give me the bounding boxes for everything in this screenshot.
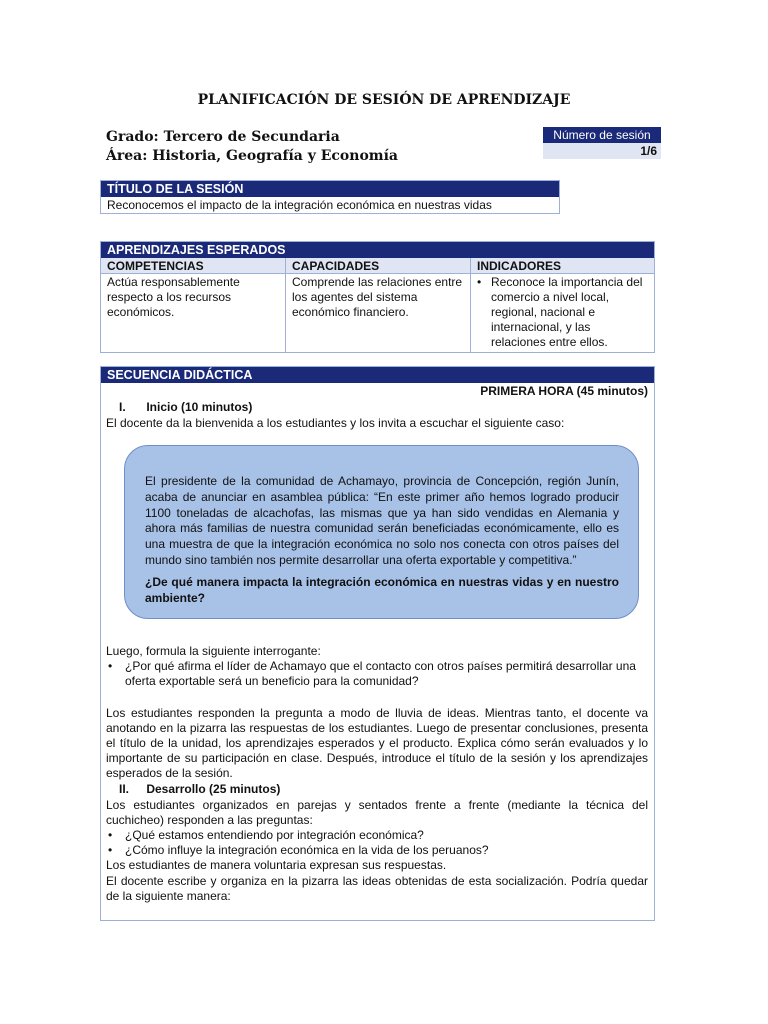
sequence-box	[100, 366, 655, 921]
competencia-cell: Actúa responsablemente respecto a los recursos económicos.	[101, 274, 286, 353]
then-text: Luego, formula la siguiente interrogante:	[106, 644, 321, 658]
list-item	[106, 828, 646, 843]
bullet-icon: •	[108, 659, 113, 673]
session-number-value: 1/6	[543, 143, 661, 159]
first-hour-label: PRIMERA HORA (45 minutos)	[101, 383, 654, 399]
learning-table	[101, 258, 654, 352]
learning-header: APRENDIZAJES ESPERADOS	[101, 242, 654, 258]
case-callout	[124, 445, 639, 619]
list-item-text: ¿Cómo influye la integración económica en la vida de los peruanos?	[125, 843, 489, 857]
sequence-header: SECUENCIA DIDÁCTICA	[101, 367, 654, 383]
session-title-value: Reconocemos el impacto de la integración económica en nuestras vidas	[107, 198, 492, 212]
bullet-icon: •	[477, 275, 482, 289]
list-item-text: ¿Qué estamos entendiendo por integración económica?	[125, 828, 424, 842]
column-header-indicadores: INDICADORES	[471, 258, 655, 274]
section-number: I.	[119, 400, 126, 414]
list-item	[106, 659, 646, 689]
session-number-box	[543, 127, 661, 159]
column-header-competencias: COMPETENCIAS	[101, 258, 286, 274]
case-question: ¿De qué manera impacta la integración económica en nuestras vidas y en nuestro ambiente?	[145, 574, 619, 605]
paragraph: Los estudiantes de manera voluntaria expresan sus respuestas.	[106, 858, 447, 872]
section-number: II.	[119, 782, 130, 796]
bullet-icon: •	[108, 828, 113, 842]
capacidad-cell: Comprende las relaciones entre los agentes del sistema económico financiero.	[286, 274, 471, 353]
list-item	[106, 843, 646, 858]
section-title: Desarrollo (25 minutos)	[146, 782, 281, 796]
paragraph: Los estudiantes organizados en parejas y sentados frente a frente (mediante la técnica del cuchicheo) responden a las preguntas:	[106, 798, 648, 827]
paragraph: Los estudiantes responden la pregunta a modo de lluvia de ideas. Mientras tanto, el docente va anotando en la pizarra las respuestas de los estudiantes. Luego de presentar conclusiones, presenta el título de la unidad, los aprendizajes esperados y el producto. Explica cómo serán evaluados y lo importante de su participación en clase. Después, introduce el título de la sesión y los aprendizajes esperados de la sesión.	[106, 706, 648, 780]
area-line: Área: Historia, Geografía y Economía	[106, 148, 398, 164]
case-text: El presidente de la comunidad de Achamayo, provincia de Concepción, región Junín, acaba de anunciar en asamblea pública: “En este primer año hemos logrado producir 1100 toneladas de alcachofas, las mismas que ya han sido vendidas en Alemania y ahora más familias de nuestra comunidad serán beneficiadas económicamente, ello es una muestra de que la integración económica no solo nos conecta con otros países del mundo sino también nos permite desarrollar una oferta exportable y competitiva.”	[145, 474, 619, 567]
column-header-capacidades: CAPACIDADES	[286, 258, 471, 274]
learning-box	[100, 241, 655, 353]
section-title: Inicio (10 minutos)	[146, 400, 253, 414]
indicador-cell	[471, 274, 655, 353]
section-inicio-heading	[119, 400, 252, 414]
section-desarrollo-heading	[119, 782, 280, 796]
session-title-header: TÍTULO DE LA SESIÓN	[101, 181, 559, 197]
list-item-text: ¿Por qué afirma el líder de Achamayo que el contacto con otros países permitirá desarrollar una oferta exportable será un beneficio para la comunidad?	[125, 659, 636, 688]
paragraph: El docente escribe y organiza en la pizarra las ideas obtenidas de esta socialización. Podría quedar de la siguiente manera:	[106, 874, 648, 903]
intro-text: El docente da la bienvenida a los estudiantes y los invita a escuchar el siguiente caso:	[106, 416, 565, 430]
bullet-icon: •	[108, 843, 113, 857]
document-title: PLANIFICACIÓN DE SESIÓN DE APRENDIZAJE	[197, 92, 571, 108]
session-title-box	[100, 180, 560, 214]
document-meta	[106, 128, 398, 166]
grade-line: Grado: Tercero de Secundaria	[106, 129, 340, 145]
indicador-text: Reconoce la importancia del comercio a nivel local, regional, nacional e internacional, y las relaciones entre ellos.	[491, 275, 643, 349]
session-number-label: Número de sesión	[543, 127, 661, 143]
